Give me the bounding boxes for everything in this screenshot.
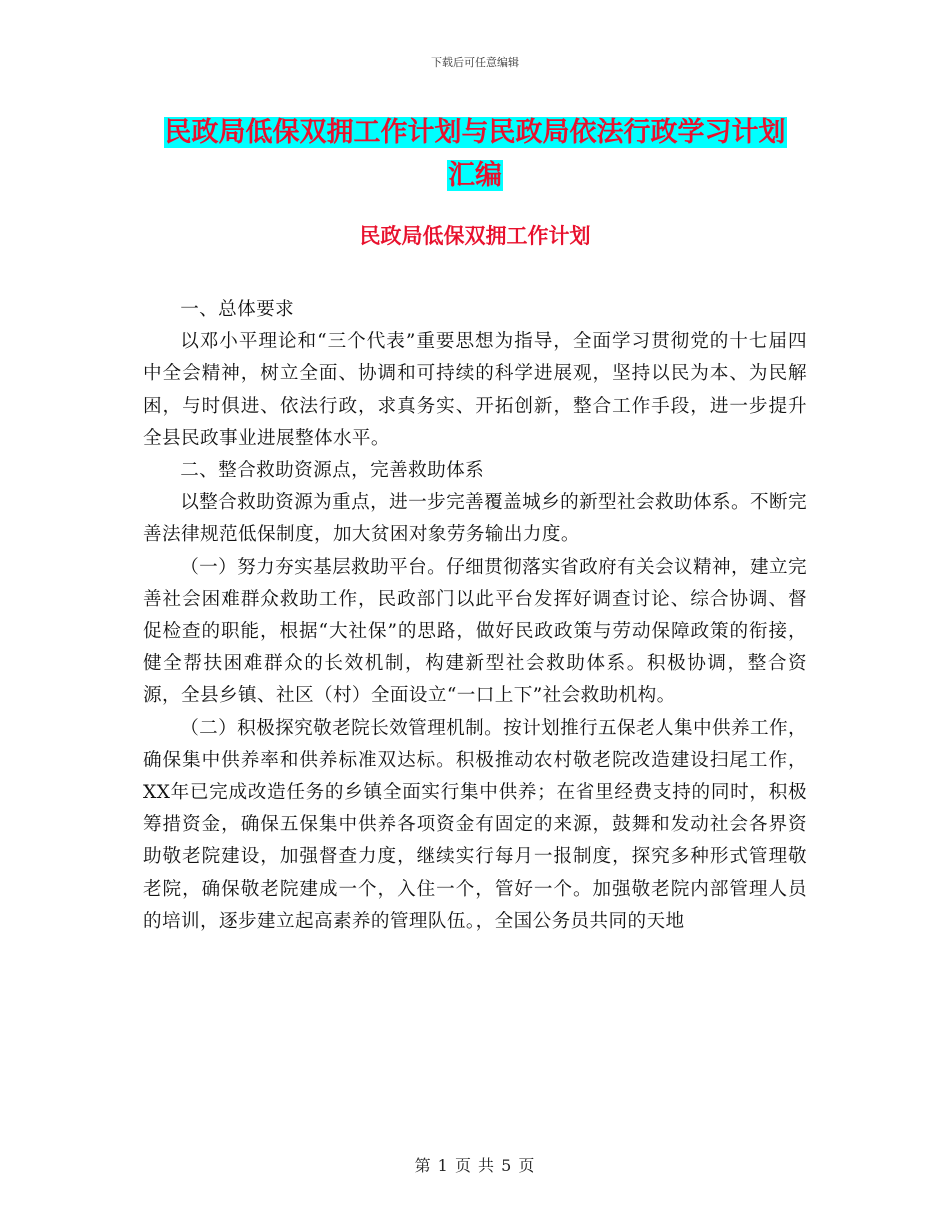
- paragraph: （二）积极探究敬老院长效管理机制。按计划推行五保老人集中供养工作，确保集中供养率和供养标准双达标。积极推动农村敬老院改造建设扫尾工作，XX年已完成改造任务的乡镇全面实行集中供养；在省里经费支持的同时，积极筹措资金，确保五保集中供养各项资金有固定的来源，鼓舞和发动社会各界资助敬老院建设，加强督查力度，继续实行每月一报制度，探究多种形式管理敬老院，确保敬老院建成一个，入住一个，管好一个。加强敬老院内部管理人员的培训，逐步建立起高素养的管理队伍。，全国公务员共同的天地: [143, 717, 807, 932]
- document-title-line-2-text: 汇编: [448, 160, 502, 191]
- paragraph: 以邓小平理论和“三个代表”重要思想为指导，全面学习贯彻党的十七届四中全会精神，树立全面、协调和可持续的科学进展观，坚持以民为本、为民解困，与时俱进、依法行政，求真务实、开拓创新，整合工作手段，进一步提升全县民政事业进展整体水平。: [143, 331, 807, 449]
- document-body: [143, 294, 807, 938]
- header-note: 下载后可任意编辑: [431, 56, 519, 69]
- paragraph-heading-1: 一、总体要求: [180, 299, 295, 320]
- document-title-line-1: [0, 112, 950, 154]
- section-title: 民政局低保双拥工作计划: [359, 223, 591, 248]
- page-number-footer: 第 1 页 共 5 页: [414, 1156, 536, 1175]
- paragraph: （一）努力夯实基层救助平台。仔细贯彻落实省政府有关会议精神，建立完善社会困难群众救助工作，民政部门以此平台发挥好调查讨论、综合协调、督促检查的职能，根据“大社保”的思路，做好民政政策与劳动保障政策的衔接，健全帮扶困难群众的长效机制，构建新型社会救助体系。积极协调，整合资源，全县乡镇、社区（村）全面设立“一口上下”社会救助机构。: [143, 556, 807, 707]
- document-title-line-1-text: 民政局低保双拥工作计划与民政局依法行政学习计划: [164, 117, 786, 148]
- paragraph-heading-2: 二、整合救助资源点，完善救助体系: [180, 460, 485, 482]
- document-title-line-2: [0, 155, 950, 197]
- paragraph: 以整合救助资源为重点，进一步完善覆盖城乡的新型社会救助体系。不断完善法律规范低保制度，加大贫困对象劳务输出力度。: [143, 492, 807, 546]
